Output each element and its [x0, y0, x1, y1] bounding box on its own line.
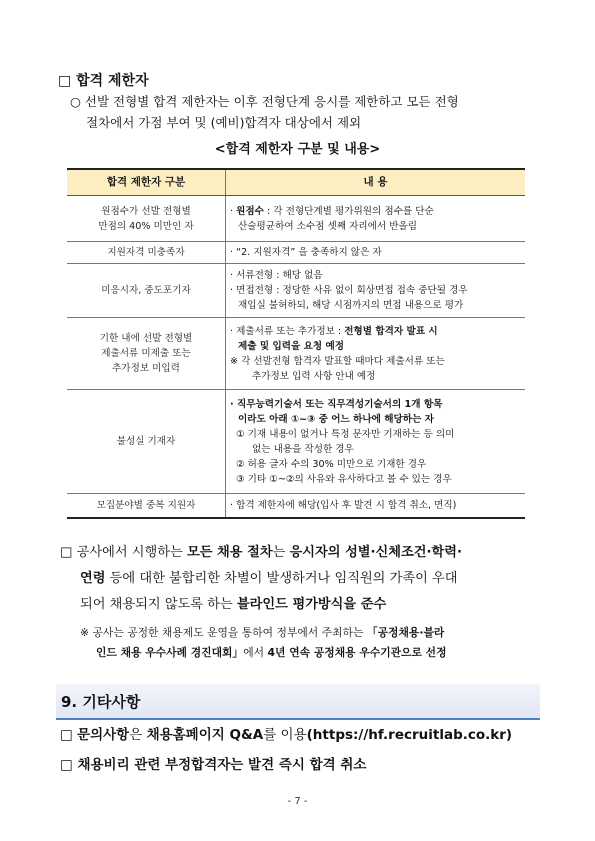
recruit-site-link[interactable]: (https://hf.recruitlab.co.kr): [306, 727, 513, 743]
row-category: 기한 내에 선발 전형별 제출서류 미제출 또는 추가정보 미입력: [67, 318, 226, 390]
row-category: 지원자격 미충족자: [67, 242, 226, 264]
row-category: 원점수가 선발 전형별 만점의 40% 미만인 자: [67, 196, 226, 242]
row-category: 미응시자, 중도포기자: [67, 264, 226, 318]
fraud-cancel-line: □ 채용비리 관련 부정합격자는 발견 즉시 합격 취소: [60, 757, 367, 773]
row-category: 모집분야별 중복 지원자: [67, 494, 226, 518]
table-row: [67, 242, 525, 264]
header-content: 내 용: [226, 169, 526, 196]
page-number: - 7 -: [287, 796, 308, 807]
row-content: · 제출서류 또는 추가정보 : 전형별 합격자 발표 시 제출 및 입력을 요청 예정 ※ 각 선발전형 합격자 발표할 때마다 제출서류 또는 추가정보 입력 사항 안내 예정: [226, 318, 526, 390]
blind-policy-line-1: □ 공사에서 시행하는 모든 채용 절차는 응시자의 성별·신체조건·학력·: [60, 545, 463, 560]
section-9-title: 9. 기타사항: [61, 693, 141, 711]
section-9-header: [56, 684, 540, 720]
bullet-line-2: 절차에서 가점 부여 및 (예비)합격자 대상에서 제외: [86, 115, 362, 130]
blind-policy-line-2: 연령 등에 대한 불합리한 차별이 발생하거나 임직원의 가족이 우대: [80, 571, 458, 586]
section-heading-pass-restriction: □ 합격 제한자: [58, 73, 149, 89]
row-content: · 원점수 : 각 전형단계별 평가위원의 점수를 단순 산술평균하여 소수점 셋째 자리에서 반올림: [226, 196, 526, 242]
table-row: [67, 264, 525, 318]
row-content: · 합격 제한자에 해당(입사 후 발견 시 합격 취소, 면직): [226, 494, 526, 518]
award-note-line-2: 인드 채용 우수사례 경진대회」에서 4년 연속 공정채용 우수기관으로 선정: [96, 646, 447, 659]
row-content: · 직무능력기술서 또는 직무격성기술서의 1개 항목 이라도 아래 ①~③ 중 어느 하나에 해당하는 자 ① 기재 내용이 없거나 특정 문자만 기재하는 등 의미 없는 내용을 작성한 경우 ② 허용 글자 수의 30% 미만으로 기재한 경우 ③ 기타 ①~②의 사유와 유사하다고 볼 수 있는 경우: [226, 390, 526, 494]
row-category: 불성실 기재자: [67, 390, 226, 494]
table-row: [67, 390, 525, 494]
table-header-row: [67, 169, 525, 196]
row-content: · 서류전형 : 해당 없음 · 면접전형 : 정당한 사유 없이 회상면접 접속 중단될 경우 재입실 불허하되, 해당 시점까지의 면접 내용으로 평가: [226, 264, 526, 318]
table-row: [67, 494, 525, 518]
bullet-line-1: ○ 선발 전형별 합격 제한자는 이후 전형단계 응시를 제한하고 모든 전형: [70, 94, 459, 109]
table-caption: <합격 제한자 구분 및 내용>: [214, 142, 381, 157]
award-note-line-1: ※ 공사는 공정한 채용제도 운영을 통하여 정부에서 주최하는 「공정채용·블라: [80, 626, 445, 639]
blind-policy-line-3: 되어 채용되지 않도록 하는 블라인드 평가방식을 준수: [80, 597, 387, 612]
row-content: · “2. 지원자격” 을 충족하지 않은 자: [226, 242, 526, 264]
table-row: [67, 318, 525, 390]
restriction-table: [67, 168, 525, 519]
inquiry-line: □ 문의사항은 채용홈페이지 Q&A를 이용(https://hf.recruitlab.co.kr): [60, 727, 513, 743]
header-category: 합격 제한자 구분: [67, 169, 226, 196]
table-row: [67, 196, 525, 242]
